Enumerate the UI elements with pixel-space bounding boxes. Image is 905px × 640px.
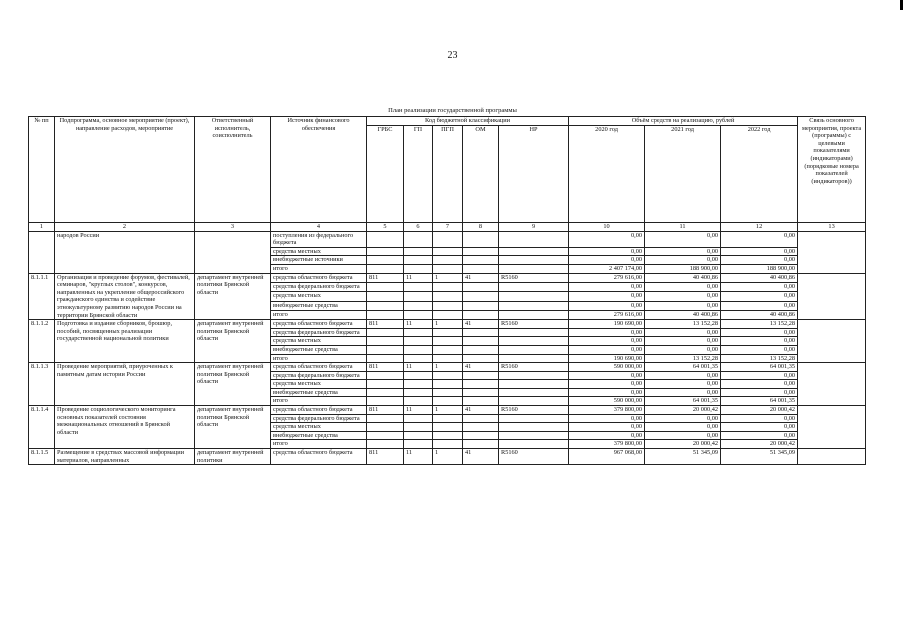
value-2021: 0,00 (645, 256, 721, 265)
funding-source: средства местных (271, 423, 367, 432)
code-pgp (433, 337, 463, 346)
code-grbs (367, 388, 404, 397)
code-pgp (433, 328, 463, 337)
code-pgp: 1 (433, 449, 463, 465)
row-no: 8.1.1.4 (29, 406, 55, 449)
code-grbs: 811 (367, 320, 404, 329)
code-np (499, 354, 569, 363)
funding-source: итого (271, 397, 367, 406)
executor: департамент внутренней политики (195, 449, 271, 465)
code-om (463, 397, 499, 406)
code-pgp (433, 423, 463, 432)
header-om: ОМ (463, 125, 499, 222)
code-pgp (433, 440, 463, 449)
col-number: 3 (195, 222, 271, 231)
value-2020: 0,00 (569, 292, 645, 301)
measure-name: Проведение социологического мониторинга основных показателей состояния межнациональных отношений в Брянской области (55, 406, 195, 449)
value-2022: 40 400,86 (721, 273, 798, 282)
code-gp (404, 371, 433, 380)
value-2021: 0,00 (645, 231, 721, 247)
code-gp (404, 388, 433, 397)
value-2022: 0,00 (721, 282, 798, 291)
funding-source: итого (271, 354, 367, 363)
code-grbs (367, 301, 404, 310)
code-np (499, 388, 569, 397)
code-np (499, 397, 569, 406)
value-2022: 0,00 (721, 301, 798, 310)
value-2021: 0,00 (645, 431, 721, 440)
code-pgp (433, 414, 463, 423)
col-number: 12 (721, 222, 798, 231)
measure-name: народов России (55, 231, 195, 273)
code-grbs (367, 423, 404, 432)
col-number: 1 (29, 222, 55, 231)
table-row (29, 406, 866, 415)
value-2020: 379 800,00 (569, 406, 645, 415)
col-number: 9 (499, 222, 569, 231)
code-grbs (367, 282, 404, 291)
value-2020: 279 616,00 (569, 310, 645, 319)
value-2022: 20 000,42 (721, 406, 798, 415)
code-np (499, 282, 569, 291)
row-no: 8.1.1.3 (29, 363, 55, 406)
table-row (29, 231, 866, 247)
value-2020: 190 690,00 (569, 354, 645, 363)
value-2020: 590 000,00 (569, 363, 645, 372)
value-2020: 379 800,00 (569, 440, 645, 449)
code-om (463, 337, 499, 346)
code-pgp (433, 292, 463, 301)
value-2022: 0,00 (721, 371, 798, 380)
code-gp: 11 (404, 320, 433, 329)
value-2021: 0,00 (645, 328, 721, 337)
code-grbs: 811 (367, 449, 404, 465)
col-number: 10 (569, 222, 645, 231)
value-2020: 0,00 (569, 282, 645, 291)
code-gp (404, 310, 433, 319)
code-gp (404, 292, 433, 301)
value-2021: 20 000,42 (645, 406, 721, 415)
header-pgp: ПГП (433, 125, 463, 222)
indicator-link (798, 406, 866, 449)
value-2022: 0,00 (721, 292, 798, 301)
value-2021: 40 400,86 (645, 273, 721, 282)
row-no (29, 231, 55, 273)
value-2022: 13 152,28 (721, 354, 798, 363)
code-np: R5160 (499, 363, 569, 372)
value-2021: 0,00 (645, 292, 721, 301)
code-gp: 11 (404, 406, 433, 415)
funding-source: внебюджетные средства (271, 388, 367, 397)
code-gp (404, 337, 433, 346)
code-np (499, 423, 569, 432)
funding-source: внебюджетные средства (271, 345, 367, 354)
code-pgp (433, 431, 463, 440)
value-2022: 0,00 (721, 380, 798, 389)
code-pgp (433, 301, 463, 310)
table-row (29, 320, 866, 329)
value-2020: 279 616,00 (569, 273, 645, 282)
header-source: Источник финансового обеспечения (271, 117, 367, 223)
table-row (29, 273, 866, 282)
value-2022: 0,00 (721, 231, 798, 247)
code-grbs: 811 (367, 363, 404, 372)
value-2020: 0,00 (569, 247, 645, 256)
value-2021: 20 000,42 (645, 440, 721, 449)
code-np: R5160 (499, 406, 569, 415)
value-2022: 0,00 (721, 345, 798, 354)
code-gp: 11 (404, 449, 433, 465)
code-grbs (367, 397, 404, 406)
code-np (499, 292, 569, 301)
measure-name: Организация и проведение форумов, фестивалей, семинаров, "круглых столов", конкурсов, направленных на укрепление общероссийского гражданского единства и содействие этнокультурному развитию народов России на территории Брянской области (55, 273, 195, 320)
value-2021: 0,00 (645, 345, 721, 354)
value-2020: 967 068,00 (569, 449, 645, 465)
code-om: 41 (463, 406, 499, 415)
code-grbs (367, 292, 404, 301)
value-2021: 0,00 (645, 423, 721, 432)
code-om (463, 310, 499, 319)
value-2020: 0,00 (569, 345, 645, 354)
value-2021: 13 152,28 (645, 320, 721, 329)
header-2021: 2021 год (645, 125, 721, 222)
funding-source: средства федерального бюджета (271, 282, 367, 291)
header-name: Подпрограмма, основное мероприятие (проект), направление расходов, мероприятие (55, 117, 195, 223)
value-2022: 20 000,42 (721, 440, 798, 449)
measure-name: Размещение в средствах массовой информации материалов, направленных (55, 449, 195, 465)
edge-mark (900, 0, 903, 10)
code-grbs (367, 328, 404, 337)
code-np (499, 414, 569, 423)
value-2020: 2 407 174,00 (569, 264, 645, 273)
value-2022: 0,00 (721, 328, 798, 337)
value-2021: 0,00 (645, 380, 721, 389)
table-row (29, 363, 866, 372)
code-om (463, 282, 499, 291)
code-np (499, 337, 569, 346)
code-grbs (367, 431, 404, 440)
code-np (499, 380, 569, 389)
code-grbs: 811 (367, 406, 404, 415)
header-link: Связь основного мероприятия, проекта (программы) с целевыми показателями (индикаторами) (порядковые номера показателей (индикаторов)) (798, 117, 866, 223)
col-number: 8 (463, 222, 499, 231)
value-2022: 0,00 (721, 388, 798, 397)
value-2020: 0,00 (569, 337, 645, 346)
code-gp (404, 414, 433, 423)
code-gp (404, 397, 433, 406)
executor: департамент внутренней политики Брянской области (195, 320, 271, 363)
value-2021: 13 152,28 (645, 354, 721, 363)
funding-source: внебюджетные источники (271, 256, 367, 265)
value-2020: 0,00 (569, 380, 645, 389)
funding-source: средства федерального бюджета (271, 414, 367, 423)
header-no: № пп (29, 117, 55, 223)
code-om: 41 (463, 320, 499, 329)
value-2021: 188 900,00 (645, 264, 721, 273)
value-2020: 0,00 (569, 423, 645, 432)
row-no: 8.1.1.5 (29, 449, 55, 465)
code-grbs (367, 414, 404, 423)
funding-source: внебюджетные средства (271, 301, 367, 310)
value-2020: 0,00 (569, 301, 645, 310)
col-number: 5 (367, 222, 404, 231)
code-om (463, 440, 499, 449)
executor: департамент внутренней политики Брянской области (195, 273, 271, 320)
code-om: 41 (463, 273, 499, 282)
value-2020: 0,00 (569, 231, 645, 247)
code-pgp: 1 (433, 273, 463, 282)
table-caption: План реализации государственной программы (388, 107, 517, 114)
code-om (463, 380, 499, 389)
funding-source: средства федерального бюджета (271, 371, 367, 380)
code-pgp (433, 380, 463, 389)
code-om (463, 423, 499, 432)
code-pgp (433, 371, 463, 380)
col-number: 6 (404, 222, 433, 231)
header-grbs: ГРБС (367, 125, 404, 222)
funding-source: средства местных (271, 292, 367, 301)
funding-source: средства федерального бюджета (271, 328, 367, 337)
code-om (463, 431, 499, 440)
code-grbs (367, 440, 404, 449)
code-om (463, 301, 499, 310)
value-2020: 0,00 (569, 328, 645, 337)
code-grbs (367, 345, 404, 354)
code-grbs (367, 371, 404, 380)
code-gp (404, 328, 433, 337)
code-om (463, 292, 499, 301)
funding-source: средства областного бюджета (271, 363, 367, 372)
table-body (29, 222, 866, 465)
page-number: 23 (447, 50, 458, 61)
code-gp (404, 345, 433, 354)
value-2021: 40 400,86 (645, 310, 721, 319)
col-number: 2 (55, 222, 195, 231)
funding-source: средства местных (271, 380, 367, 389)
code-np (499, 328, 569, 337)
funding-source: средства местных (271, 337, 367, 346)
code-gp (404, 431, 433, 440)
code-np: R5160 (499, 320, 569, 329)
value-2020: 0,00 (569, 256, 645, 265)
code-np (499, 301, 569, 310)
funding-source: внебюджетные средства (271, 431, 367, 440)
col-number: 13 (798, 222, 866, 231)
code-pgp (433, 282, 463, 291)
code-pgp (433, 354, 463, 363)
value-2021: 0,00 (645, 282, 721, 291)
value-2021: 0,00 (645, 337, 721, 346)
value-2020: 190 690,00 (569, 320, 645, 329)
funding-source: итого (271, 264, 367, 273)
executor: департамент внутренней политики Брянской области (195, 406, 271, 449)
row-no: 8.1.1.1 (29, 273, 55, 320)
value-2020: 0,00 (569, 414, 645, 423)
code-pgp: 1 (433, 406, 463, 415)
value-2022: 0,00 (721, 337, 798, 346)
value-2022: 51 345,09 (721, 449, 798, 465)
code-np: R5160 (499, 449, 569, 465)
header-budget-code: Код бюджетной классификации (367, 117, 569, 126)
value-2021: 0,00 (645, 301, 721, 310)
value-2022: 0,00 (721, 414, 798, 423)
value-2022: 0,00 (721, 256, 798, 265)
code-gp: 11 (404, 273, 433, 282)
code-np (499, 440, 569, 449)
code-pgp (433, 397, 463, 406)
program-plan-table (28, 116, 866, 465)
code-np: R5160 (499, 273, 569, 282)
value-2020: 0,00 (569, 371, 645, 380)
code-pgp: 1 (433, 320, 463, 329)
code-grbs: 811 (367, 273, 404, 282)
code-pgp: 1 (433, 363, 463, 372)
value-2022: 13 152,28 (721, 320, 798, 329)
code-np (499, 345, 569, 354)
col-number: 7 (433, 222, 463, 231)
code-grbs (367, 354, 404, 363)
funding-source: поступления из федерального бюджета (271, 231, 367, 247)
code-om (463, 345, 499, 354)
measure-name: Подготовка и издание сборников, брошюр, пособий, посвященных реализации государственной национальной политики (55, 320, 195, 363)
code-gp: 11 (404, 363, 433, 372)
value-2021: 0,00 (645, 414, 721, 423)
header-volume: Объём средств на реализацию, рублей (569, 117, 798, 126)
funding-source: итого (271, 440, 367, 449)
funding-source: итого (271, 310, 367, 319)
header-executor: Ответственный исполнитель, соисполнитель (195, 117, 271, 223)
code-pgp (433, 345, 463, 354)
code-grbs (367, 337, 404, 346)
table-row (29, 449, 866, 465)
value-2020: 0,00 (569, 431, 645, 440)
value-2021: 0,00 (645, 388, 721, 397)
code-om: 41 (463, 449, 499, 465)
code-om (463, 354, 499, 363)
code-grbs (367, 310, 404, 319)
code-om (463, 414, 499, 423)
funding-source: средства областного бюджета (271, 406, 367, 415)
value-2021: 51 345,09 (645, 449, 721, 465)
code-gp (404, 380, 433, 389)
header-np: НР (499, 125, 569, 222)
value-2022: 0,00 (721, 431, 798, 440)
funding-source: средства областного бюджета (271, 273, 367, 282)
code-gp (404, 301, 433, 310)
header-2020: 2020 год (569, 125, 645, 222)
col-number: 11 (645, 222, 721, 231)
value-2021: 0,00 (645, 371, 721, 380)
col-number: 4 (271, 222, 367, 231)
code-om (463, 371, 499, 380)
code-gp (404, 423, 433, 432)
executor (195, 231, 271, 273)
value-2020: 0,00 (569, 388, 645, 397)
funding-source: средства местных (271, 247, 367, 256)
code-om: 41 (463, 363, 499, 372)
executor: департамент внутренней политики Брянской области (195, 363, 271, 406)
code-gp (404, 354, 433, 363)
indicator-link (798, 273, 866, 320)
code-om (463, 328, 499, 337)
code-pgp (433, 388, 463, 397)
indicator-link (798, 363, 866, 406)
measure-name: Проведение мероприятий, приуроченных к памятным датам истории России (55, 363, 195, 406)
value-2022: 64 001,35 (721, 397, 798, 406)
funding-source: средства областного бюджета (271, 449, 367, 465)
value-2022: 0,00 (721, 423, 798, 432)
column-number-row (29, 222, 866, 231)
code-gp (404, 440, 433, 449)
value-2022: 40 400,86 (721, 310, 798, 319)
indicator-link (798, 449, 866, 465)
value-2022: 188 900,00 (721, 264, 798, 273)
value-2021: 64 001,35 (645, 363, 721, 372)
code-gp (404, 282, 433, 291)
header-2022: 2022 год (721, 125, 798, 222)
code-om (463, 388, 499, 397)
code-np (499, 431, 569, 440)
header-gp: ГП (404, 125, 433, 222)
code-np (499, 371, 569, 380)
code-grbs (367, 380, 404, 389)
code-pgp (433, 310, 463, 319)
funding-source: средства областного бюджета (271, 320, 367, 329)
row-no: 8.1.1.2 (29, 320, 55, 363)
value-2021: 64 001,35 (645, 397, 721, 406)
indicator-link (798, 320, 866, 363)
indicator-link (798, 231, 866, 273)
value-2022: 64 001,35 (721, 363, 798, 372)
value-2021: 0,00 (645, 247, 721, 256)
value-2020: 590 000,00 (569, 397, 645, 406)
value-2022: 0,00 (721, 247, 798, 256)
code-np (499, 310, 569, 319)
